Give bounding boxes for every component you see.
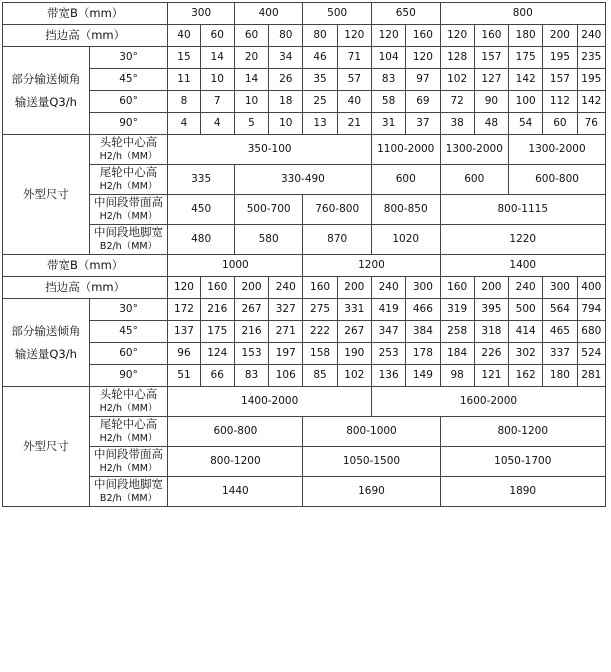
s2-dims-mid-surface-value: 1050-1700 <box>440 447 605 477</box>
s1-dims-head-value: 1100-2000 <box>371 135 440 165</box>
s1-cell: 142 <box>577 91 605 113</box>
s2-angle-label: 60° <box>89 343 168 365</box>
s2-edge-height: 200 <box>474 277 508 299</box>
s2-cell: 102 <box>337 365 371 387</box>
s1-dims-mid-surface-value: 800-1115 <box>440 195 605 225</box>
s2-angle-label: 30° <box>89 299 168 321</box>
s1-dims-head-label <box>89 135 168 165</box>
s2-cell: 500 <box>509 299 543 321</box>
s1-cell: 90 <box>474 91 508 113</box>
s1-dims-mid-surface-value: 760-800 <box>303 195 372 225</box>
s1-dims-mid-foot-value: 1020 <box>371 225 440 255</box>
s1-cell: 10 <box>269 113 303 135</box>
s2-dims-tail-label <box>89 417 168 447</box>
s2-edge-height: 300 <box>543 277 577 299</box>
s2-edge-height-label: 挡边高（mm） <box>3 277 168 299</box>
s2-dims-mid-foot-value: 1440 <box>168 477 303 507</box>
s1-cell: 83 <box>371 69 405 91</box>
s2-edge-height: 120 <box>168 277 200 299</box>
s1-dims-tail-value: 600-800 <box>509 165 606 195</box>
s2-cell: 96 <box>168 343 200 365</box>
s1-angle-label: 30° <box>89 47 168 69</box>
s2-cell: 466 <box>406 299 440 321</box>
s1-cell: 20 <box>234 47 268 69</box>
s1-belt-width-300: 300 <box>168 3 235 25</box>
s2-angle-row-45 <box>3 321 606 343</box>
s1-belt-width-label: 带宽B（mm） <box>3 3 168 25</box>
s1-cell: 69 <box>406 91 440 113</box>
s1-angle-label: 60° <box>89 91 168 113</box>
s2-cell: 222 <box>303 321 337 343</box>
s2-cell: 178 <box>406 343 440 365</box>
s2-angle-label: 45° <box>89 321 168 343</box>
s2-dims-head-row <box>3 387 606 417</box>
s2-cell: 327 <box>269 299 303 321</box>
s2-dims-mid-surface-name: 中间段带面高 <box>94 447 164 461</box>
s2-dims-tail-unit: H2/h（MM） <box>99 433 158 444</box>
s2-dims-mid-foot-name: 中间段地脚宽 <box>94 477 164 491</box>
s2-dims-mid-foot-unit: B2/h（MM） <box>99 493 158 504</box>
s1-cell: 175 <box>509 47 543 69</box>
s1-edge-height: 120 <box>440 25 474 47</box>
s1-cell: 8 <box>168 91 200 113</box>
s1-cell: 35 <box>303 69 337 91</box>
s1-belt-width-650: 650 <box>371 3 440 25</box>
s1-cell: 38 <box>440 113 474 135</box>
s1-cell: 157 <box>474 47 508 69</box>
s2-belt-width-label: 带宽B（mm） <box>3 255 168 277</box>
s1-cell: 127 <box>474 69 508 91</box>
s1-cell: 120 <box>406 47 440 69</box>
s2-cell: 524 <box>577 343 605 365</box>
s2-dims-head-label <box>89 387 168 417</box>
s2-cell: 281 <box>577 365 605 387</box>
s2-dims-head-name: 头轮中心高 <box>99 387 158 401</box>
s2-cell: 180 <box>543 365 577 387</box>
s1-dims-tail-label <box>89 165 168 195</box>
s2-dims-head-value: 1600-2000 <box>371 387 605 417</box>
s2-belt-width-1400: 1400 <box>440 255 605 277</box>
s2-cell: 197 <box>269 343 303 365</box>
s2-cell: 302 <box>509 343 543 365</box>
s1-cell: 112 <box>543 91 577 113</box>
s2-capacity-label-line1: 部分输送倾角 <box>11 323 81 338</box>
s1-cell: 157 <box>543 69 577 91</box>
s1-dims-mid-surface-label <box>89 195 168 225</box>
s1-dims-head-value: 350-100 <box>168 135 372 165</box>
s1-cell: 34 <box>269 47 303 69</box>
s2-edge-height: 240 <box>371 277 405 299</box>
s2-cell: 85 <box>303 365 337 387</box>
s2-cell: 384 <box>406 321 440 343</box>
s2-cell: 175 <box>200 321 234 343</box>
s2-cell: 318 <box>474 321 508 343</box>
s1-cell: 102 <box>440 69 474 91</box>
s2-edge-height: 240 <box>509 277 543 299</box>
s2-edge-height: 240 <box>269 277 303 299</box>
s1-edge-height-row <box>3 25 606 47</box>
s1-dims-mid-surface-value: 800-850 <box>371 195 440 225</box>
s1-dims-tail-value: 600 <box>440 165 509 195</box>
s2-cell: 680 <box>577 321 605 343</box>
s2-cell: 153 <box>234 343 268 365</box>
s1-dims-tail-value: 335 <box>168 165 235 195</box>
s2-belt-width-1000: 1000 <box>168 255 303 277</box>
s1-cell: 60 <box>543 113 577 135</box>
s2-cell: 271 <box>269 321 303 343</box>
s1-edge-height: 80 <box>269 25 303 47</box>
s2-angle-row-30 <box>3 299 606 321</box>
s2-belt-width-row <box>3 255 606 277</box>
s2-dims-mid-surface-unit: H2/h（MM） <box>99 463 158 474</box>
s1-edge-height: 80 <box>303 25 337 47</box>
s2-cell: 465 <box>543 321 577 343</box>
s2-edge-height: 400 <box>577 277 605 299</box>
s2-cell: 331 <box>337 299 371 321</box>
s1-dims-tail-unit: H2/h（MM） <box>99 181 158 192</box>
s1-cell: 100 <box>509 91 543 113</box>
s1-edge-height: 200 <box>543 25 577 47</box>
s2-cell: 347 <box>371 321 405 343</box>
s1-dims-mid-foot-row <box>3 225 606 255</box>
s2-cell: 121 <box>474 365 508 387</box>
s2-cell: 337 <box>543 343 577 365</box>
s2-cell: 137 <box>168 321 200 343</box>
s1-cell: 48 <box>474 113 508 135</box>
s2-edge-height: 160 <box>303 277 337 299</box>
s1-cell: 11 <box>168 69 200 91</box>
s1-belt-width-500: 500 <box>303 3 372 25</box>
s1-dims-head-unit: H2/h（MM） <box>99 151 158 162</box>
s2-dims-tail-value: 800-1000 <box>303 417 440 447</box>
s2-angle-label: 90° <box>89 365 168 387</box>
s2-dims-mid-surface-row <box>3 447 606 477</box>
s2-dims-head-value: 1400-2000 <box>168 387 372 417</box>
s1-cell: 13 <box>303 113 337 135</box>
s1-cell: 235 <box>577 47 605 69</box>
s1-edge-height-label: 挡边高（mm） <box>3 25 168 47</box>
s1-cell: 14 <box>234 69 268 91</box>
s1-cell: 128 <box>440 47 474 69</box>
s1-belt-width-400: 400 <box>234 3 303 25</box>
s2-dims-mid-foot-label <box>89 477 168 507</box>
s1-capacity-label <box>3 47 90 135</box>
s1-cell: 76 <box>577 113 605 135</box>
s2-cell: 275 <box>303 299 337 321</box>
s1-edge-height: 160 <box>406 25 440 47</box>
s1-dims-mid-surface-row <box>3 195 606 225</box>
s2-cell: 395 <box>474 299 508 321</box>
s1-cell: 5 <box>234 113 268 135</box>
s1-cell: 40 <box>337 91 371 113</box>
s1-cell: 14 <box>200 47 234 69</box>
s1-cell: 97 <box>406 69 440 91</box>
s1-cell: 195 <box>543 47 577 69</box>
s2-cell: 51 <box>168 365 200 387</box>
s1-angle-row-45 <box>3 69 606 91</box>
s1-dims-tail-value: 330-490 <box>234 165 371 195</box>
s1-dims-mid-surface-value: 500-700 <box>234 195 303 225</box>
s2-cell: 98 <box>440 365 474 387</box>
s1-capacity-label-line1: 部分输送倾角 <box>11 71 81 86</box>
s1-cell: 195 <box>577 69 605 91</box>
s1-angle-label: 45° <box>89 69 168 91</box>
s2-edge-height: 160 <box>200 277 234 299</box>
s2-capacity-label-line2: 输送量Q3/h <box>14 346 77 361</box>
s2-dims-mid-surface-value: 1050-1500 <box>303 447 440 477</box>
s1-dims-mid-foot-label <box>89 225 168 255</box>
s2-cell: 66 <box>200 365 234 387</box>
s1-edge-height: 120 <box>371 25 405 47</box>
s2-cell: 106 <box>269 365 303 387</box>
s1-dims-mid-foot-value: 580 <box>234 225 303 255</box>
s2-cell: 258 <box>440 321 474 343</box>
s2-cell: 162 <box>509 365 543 387</box>
s2-dims-tail-value: 600-800 <box>168 417 303 447</box>
s2-cell: 267 <box>337 321 371 343</box>
s1-cell: 57 <box>337 69 371 91</box>
s1-dims-head-value: 1300-2000 <box>509 135 606 165</box>
s2-dims-tail-name: 尾轮中心高 <box>99 417 158 431</box>
s1-cell: 7 <box>200 91 234 113</box>
s1-dims-tail-row <box>3 165 606 195</box>
s1-cell: 54 <box>509 113 543 135</box>
s2-angle-row-90 <box>3 365 606 387</box>
s1-edge-height: 60 <box>234 25 268 47</box>
s2-cell: 149 <box>406 365 440 387</box>
s2-edge-height: 200 <box>234 277 268 299</box>
s2-belt-width-1200: 1200 <box>303 255 440 277</box>
s1-cell: 25 <box>303 91 337 113</box>
s1-dims-mid-foot-name: 中间段地脚宽 <box>94 225 164 239</box>
s1-cell: 31 <box>371 113 405 135</box>
s1-dims-tail-value: 600 <box>371 165 440 195</box>
s1-dims-head-value: 1300-2000 <box>440 135 509 165</box>
s1-dims-mid-surface-value: 450 <box>168 195 235 225</box>
s1-cell: 58 <box>371 91 405 113</box>
s1-dims-mid-foot-value: 480 <box>168 225 235 255</box>
s1-cell: 72 <box>440 91 474 113</box>
s1-capacity-label-line2: 输送量Q3/h <box>14 94 77 109</box>
s2-cell: 136 <box>371 365 405 387</box>
s1-cell: 10 <box>200 69 234 91</box>
spec-table <box>2 2 606 507</box>
s2-cell: 124 <box>200 343 234 365</box>
s1-cell: 18 <box>269 91 303 113</box>
s2-capacity-label <box>3 299 90 387</box>
s2-dims-mid-foot-value: 1890 <box>440 477 605 507</box>
s1-angle-row-60 <box>3 91 606 113</box>
s2-edge-height: 300 <box>406 277 440 299</box>
s1-dims-tail-name: 尾轮中心高 <box>99 165 158 179</box>
s2-dims-mid-surface-value: 800-1200 <box>168 447 303 477</box>
s2-cell: 216 <box>234 321 268 343</box>
s2-cell: 414 <box>509 321 543 343</box>
s1-dims-mid-foot-value: 1220 <box>440 225 605 255</box>
s2-dims-tail-row <box>3 417 606 447</box>
s2-cell: 83 <box>234 365 268 387</box>
s1-cell: 37 <box>406 113 440 135</box>
s2-cell: 190 <box>337 343 371 365</box>
s2-dims-mid-foot-row <box>3 477 606 507</box>
s1-belt-width-row <box>3 3 606 25</box>
s1-edge-height: 160 <box>474 25 508 47</box>
s1-cell: 10 <box>234 91 268 113</box>
s1-cell: 4 <box>200 113 234 135</box>
s2-cell: 419 <box>371 299 405 321</box>
s1-dims-head-name: 头轮中心高 <box>99 135 158 149</box>
s1-cell: 142 <box>509 69 543 91</box>
s1-angle-label: 90° <box>89 113 168 135</box>
s1-edge-height: 240 <box>577 25 605 47</box>
s2-angle-row-60 <box>3 343 606 365</box>
s1-cell: 4 <box>168 113 200 135</box>
s2-edge-height-row <box>3 277 606 299</box>
s1-cell: 71 <box>337 47 371 69</box>
s2-cell: 564 <box>543 299 577 321</box>
s1-cell: 26 <box>269 69 303 91</box>
s1-dims-mid-surface-unit: H2/h（MM） <box>99 211 158 222</box>
s2-cell: 253 <box>371 343 405 365</box>
s2-dims-label: 外型尺寸 <box>3 387 90 507</box>
s1-cell: 104 <box>371 47 405 69</box>
s1-edge-height: 60 <box>200 25 234 47</box>
s2-cell: 216 <box>200 299 234 321</box>
s1-angle-row-30 <box>3 47 606 69</box>
s1-belt-width-800: 800 <box>440 3 605 25</box>
s2-cell: 172 <box>168 299 200 321</box>
s1-dims-mid-surface-name: 中间段带面高 <box>94 195 164 209</box>
s2-cell: 267 <box>234 299 268 321</box>
s2-edge-height: 200 <box>337 277 371 299</box>
s2-edge-height: 160 <box>440 277 474 299</box>
s1-edge-height: 40 <box>168 25 200 47</box>
s2-dims-mid-foot-value: 1690 <box>303 477 440 507</box>
s1-dims-mid-foot-unit: B2/h（MM） <box>99 241 158 252</box>
s1-dims-head-row <box>3 135 606 165</box>
s2-dims-tail-value: 800-1200 <box>440 417 605 447</box>
s1-cell: 21 <box>337 113 371 135</box>
s2-cell: 226 <box>474 343 508 365</box>
s1-edge-height: 180 <box>509 25 543 47</box>
s1-edge-height: 120 <box>337 25 371 47</box>
s2-cell: 158 <box>303 343 337 365</box>
s2-cell: 184 <box>440 343 474 365</box>
s2-dims-head-unit: H2/h（MM） <box>99 403 158 414</box>
s1-cell: 46 <box>303 47 337 69</box>
s2-cell: 794 <box>577 299 605 321</box>
s2-cell: 319 <box>440 299 474 321</box>
s1-angle-row-90 <box>3 113 606 135</box>
s2-dims-mid-surface-label <box>89 447 168 477</box>
s1-dims-mid-foot-value: 870 <box>303 225 372 255</box>
s1-cell: 15 <box>168 47 200 69</box>
s1-dims-label: 外型尺寸 <box>3 135 90 255</box>
